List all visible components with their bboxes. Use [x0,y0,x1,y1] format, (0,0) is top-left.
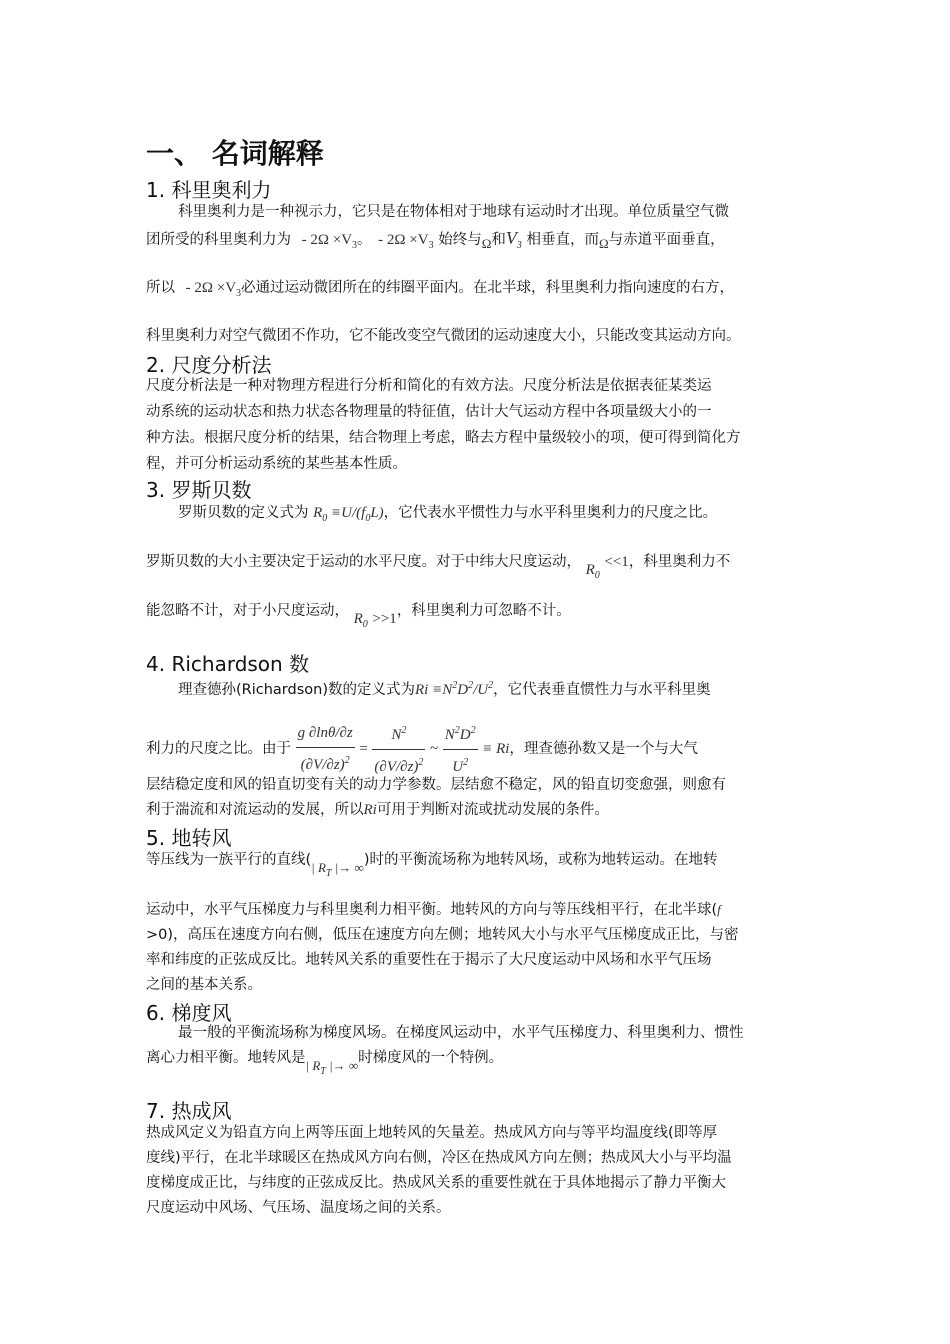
page-title: 一、 名词解释 [146,137,324,170]
formula-coriolis: - 2Ω ×V [301,232,353,248]
paragraph-line: 罗斯贝数的定义式为 $R_0 \equiv U/(f_0L)$，它代表水平惯性力与水平科里奥利力的尺度之比。 [178,505,718,524]
richardson-fraction-2: $\frac{N^2}{(\partial V/\partial z)^2}$ [372,718,425,780]
paragraph-line: 层结稳定度和风的铅直切变有关的动力学参数。层结愈不稳定，风的铅直切变愈强，则愈有 [146,777,726,793]
section-heading-thermal-wind: 7. 热成风 [146,1099,232,1123]
paragraph-line: 种方法。根据尺度分析的结果，结合物理上考虑，略去方程中量级较小的项，便可得到简化方 [146,430,741,446]
richardson-fraction-1: $\frac{g \partial\ln\theta/\partial z}{(\partial V/\partial z)^2}$ [296,720,355,778]
paragraph-line: 所以 - $2\Omega \times V_3$必通过运动微团所在的纬圈平面内。在北半球，科里奥利力指向速度的右方， [146,280,735,299]
paragraph-line: 利力的尺度之比。由于 $\frac{g \partial\ln\theta/\partial z}{(\partial V/\partial z)^2}$ = $\frac{N^2}{(\partial V/\partial z)^2}$ ~ $\frac{N^2D^2}{U^2}$ ≡ Ri，理查德孙数又是一个与大气 [146,718,814,780]
paragraph-line: 率和纬度的正弦成反比。地转风关系的重要性在于揭示了大尺度运动中风场和水平气压场 [146,952,712,968]
paragraph-line: 等压线为一族平行的直线(| $R_T$ |→ ∞)时的平衡流场称为地转风场，或称为地转运动。在地转 [146,852,718,879]
paragraph-line: 度梯度成正比，与纬度的正弦成反比。热成风关系的重要性就在于具体地揭示了静力平衡大 [146,1175,726,1191]
paragraph-line: 运动中，水平气压梯度力与科里奥利力相平衡。地转风的方向与等压线相平行，在北半球(f [146,902,721,918]
paragraph-line: 理查德孙(Richardson)数的定义式为$Ri \equiv N^2D^2/U^2$，它代表垂直惯性力与水平科里奥 [178,680,711,698]
paragraph-line: 团所受的科里奥利力为 - $2\Omega \times V_3$。 - $2\Omega \times V_3$ 始终与Ω和$V_3$ 相垂直，而Ω与赤道平面垂直， [146,228,725,251]
richardson-fraction-3: $\frac{N^2D^2}{U^2}$ [443,718,478,780]
paragraph-line: 程，并可分析运动系统的某些基本性质。 [146,456,407,472]
paragraph-line: 利于湍流和对流运动的发展，所以Ri可用于判断对流或扰动发展的条件。 [146,802,609,818]
section-heading-geostrophic-wind: 5. 地转风 [146,826,232,850]
paragraph-line: 尺度运动中风场、气压场、温度场之间的关系。 [146,1200,451,1216]
section-heading-coriolis: 1. 科里奥利力 [146,178,272,202]
paragraph-line: 之间的基本关系。 [146,977,262,993]
paragraph-line: 最一般的平衡流场称为梯度风场。在梯度风运动中，水平气压梯度力、科里奥利力、惯性 [178,1025,744,1041]
paragraph-line: 热成风定义为铅直方向上两等压面上地转风的矢量差。热成风方向与等平均温度线(即等厚 [146,1125,718,1141]
paragraph-line: 度线)平行，在北半球暖区在热成风方向右侧，冷区在热成风方向左侧；热成风大小与平均温 [146,1150,732,1166]
paragraph-line: 能忽略不计，对于小尺度运动， $R_0 >>1$，科里奥利力可忽略不计。 [146,603,571,630]
paragraph-line: 动系统的运动状态和热力状态各物理量的特征值，估计大气运动方程中各项量级大小的一 [146,404,712,420]
paragraph-line: 离心力相平衡。地转风是| $R_T$ |→ ∞时梯度风的一个特例。 [146,1050,504,1077]
section-heading-scale-analysis: 2. 尺度分析法 [146,353,272,377]
section-heading-gradient-wind: 6. 梯度风 [146,1001,232,1025]
paragraph-line: 尺度分析法是一种对物理方程进行分析和简化的有效方法。尺度分析法是依据表征某类运 [146,378,712,394]
section-heading-rossby: 3. 罗斯贝数 [146,478,252,502]
paragraph-line: 罗斯贝数的大小主要决定于运动的水平尺度。对于中纬大尺度运动， $R_0 <<1$，科里奥利力不 [146,554,731,581]
paragraph-line: >0)，高压在速度方向右侧，低压在速度方向左侧；地转风大小与水平气压梯度成正比，与密 [146,927,739,943]
paragraph-line: 科里奥利力是一种视示力，它只是在物体相对于地球有运动时才出现。单位质量空气微 [178,204,729,220]
section-heading-richardson: 4. Richardson 数 [146,652,310,676]
paragraph-line: 科里奥利力对空气微团不作功，它不能改变空气微团的运动速度大小，只能改变其运动方向。 [146,328,741,344]
